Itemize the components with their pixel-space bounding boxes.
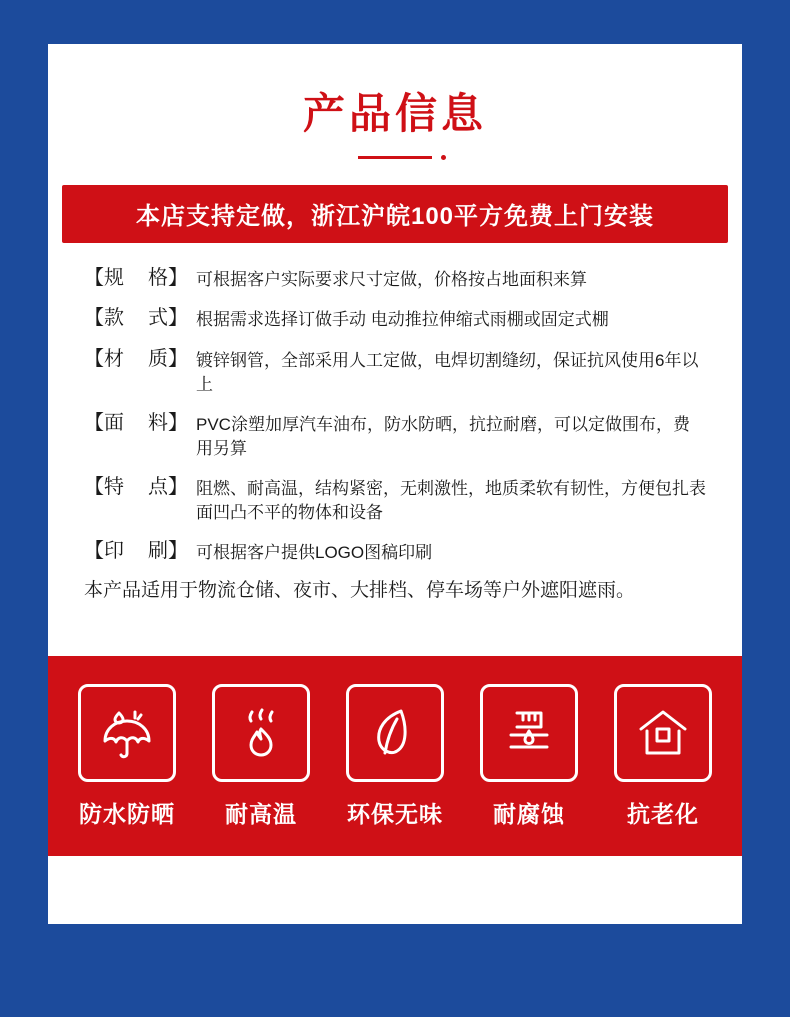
feature-label: 环保无味	[347, 800, 443, 827]
leaf-eco-icon	[346, 684, 444, 782]
spec-row	[84, 538, 706, 565]
spec-label-right: 刷】	[148, 540, 188, 563]
corrosion-drop-icon	[480, 684, 578, 782]
spec-value: PVC涂塑加厚汽车油布，防水防晒，抗拉耐磨，可以定做围布，费用另算	[196, 414, 690, 458]
feature-label: 耐高温	[225, 800, 297, 827]
spec-label-right: 质】	[148, 347, 188, 370]
spec-label-left: 【印	[84, 540, 124, 563]
house-aging-icon	[614, 684, 712, 782]
spec-value: 可根据客户实际要求尺寸定做，价格按占地面积来算	[196, 270, 587, 290]
feature-item	[604, 684, 722, 829]
spec-label-left: 【特	[84, 476, 124, 499]
spec-label	[84, 305, 196, 332]
feature-item	[336, 684, 454, 829]
spec-value: 阻燃、耐高温，结构紧密，无刺激性，地质柔软有韧性，方便包扎表面凹凸不平的物体和设备	[196, 479, 706, 523]
spec-value: 可根据客户提供LOGO图稿印刷	[196, 543, 433, 563]
spec-label	[84, 410, 196, 437]
spec-list	[84, 265, 706, 565]
feature-strip	[48, 656, 742, 856]
spec-label	[84, 346, 196, 373]
page-title: 产品信息	[302, 90, 487, 137]
title-divider	[358, 156, 432, 159]
feature-label: 防水防晒	[79, 800, 175, 827]
spec-label-left: 【材	[84, 347, 124, 370]
spec-label-right: 式】	[148, 307, 188, 330]
spec-label-left: 【规	[84, 267, 124, 290]
spec-label-left: 【面	[84, 411, 124, 434]
feature-item	[202, 684, 320, 829]
spec-label-right: 格】	[148, 267, 188, 290]
flame-heat-icon	[212, 684, 310, 782]
spec-row	[84, 305, 706, 332]
spec-value: 根据需求选择订做手动 电动推拉伸缩式雨棚或固定式棚	[196, 310, 609, 330]
spec-row	[84, 265, 706, 292]
spec-label	[84, 265, 196, 292]
feature-item	[68, 684, 186, 829]
spec-row	[84, 474, 706, 525]
feature-item	[470, 684, 588, 829]
spec-value: 镀锌钢管，全部采用人工定做，电焊切割缝纫，保证抗风使用6年以上	[196, 350, 699, 394]
usage-footnote: 本产品适用于物流仓储、夜市、大排档、停车场等户外遮阳遮雨。	[84, 580, 636, 602]
spec-label	[84, 474, 196, 501]
spec-row	[84, 346, 706, 397]
spec-row	[84, 410, 706, 461]
feature-label: 耐腐蚀	[493, 800, 565, 827]
spec-label	[84, 538, 196, 565]
spec-label-left: 【款	[84, 307, 124, 330]
spec-label-right: 点】	[148, 476, 188, 499]
promo-banner: 本店支持定做，浙江沪皖100平方免费上门安装	[62, 185, 728, 243]
feature-label: 抗老化	[627, 800, 699, 827]
spec-label-right: 料】	[148, 411, 188, 434]
umbrella-rain-icon	[78, 684, 176, 782]
content-card	[48, 44, 742, 924]
